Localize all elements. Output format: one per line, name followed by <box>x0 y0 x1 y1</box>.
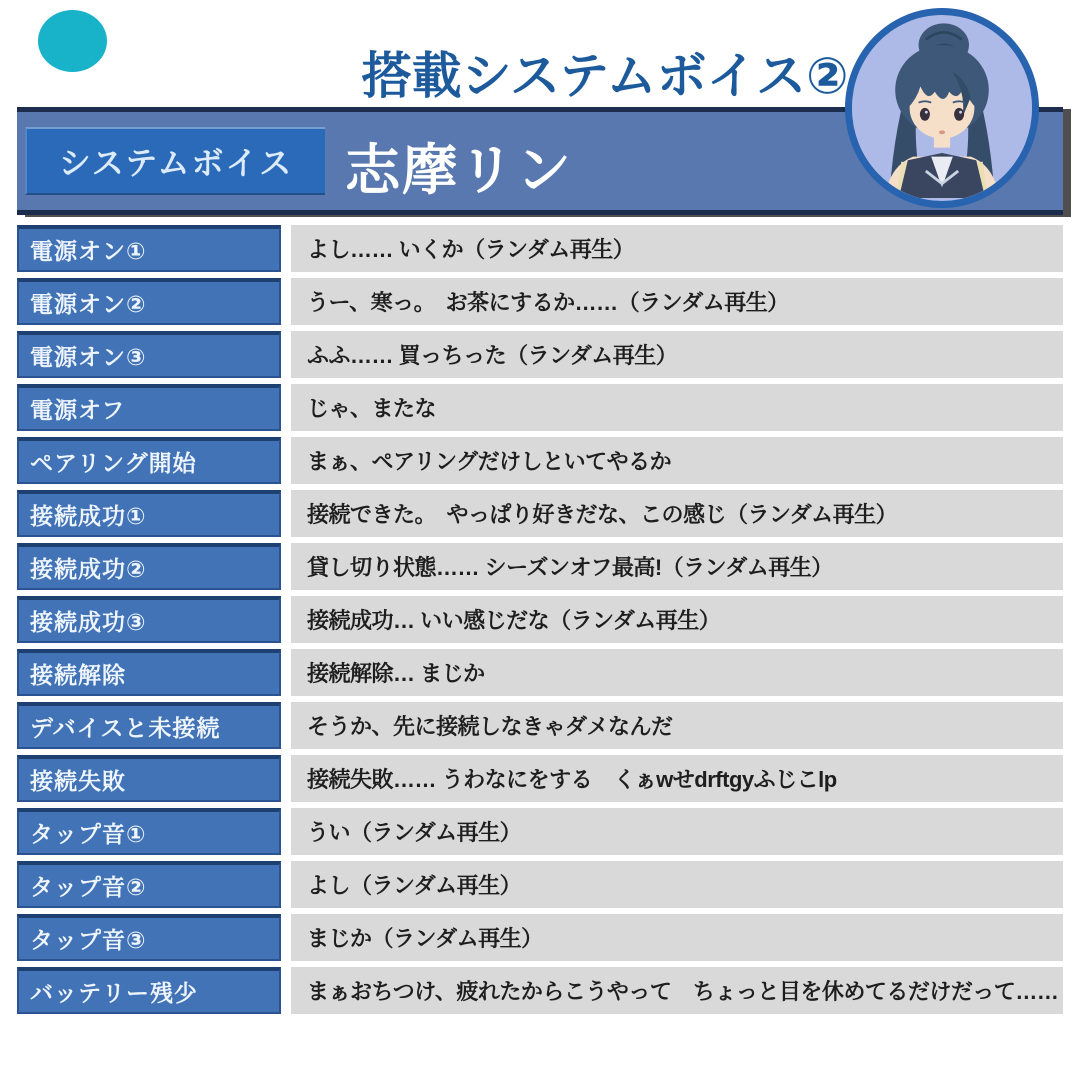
voice-trigger-label: 接続成功① <box>17 490 281 537</box>
table-row <box>17 543 1063 590</box>
voice-line-text: そうか、先に接続しなきゃダメなんだ <box>291 702 1063 749</box>
voice-trigger-label: タップ音② <box>17 861 281 908</box>
teal-dot-decoration <box>38 10 107 72</box>
table-row <box>17 702 1063 749</box>
table-row <box>17 490 1063 537</box>
category-label: システムボイス <box>58 145 294 181</box>
voice-trigger-label: デバイスと未接続 <box>17 702 281 749</box>
table-row <box>17 649 1063 696</box>
voice-trigger-label: 電源オン② <box>17 278 281 325</box>
table-row <box>17 808 1063 855</box>
table-row <box>17 225 1063 272</box>
voice-line-text: 接続失敗…… うわなにをする くぁwせdrftgyふじこlp <box>291 755 1063 802</box>
voice-trigger-label: 接続解除 <box>17 649 281 696</box>
voice-line-text: まぁおちつけ、疲れたからこうやって ちょっと目を休めてるだけだって…… <box>291 967 1063 1014</box>
table-row <box>17 861 1063 908</box>
table-row <box>17 914 1063 961</box>
voice-trigger-label: バッテリー残少 <box>17 967 281 1014</box>
character-name: 志摩リン <box>345 139 574 201</box>
voice-line-text: よし（ランダム再生） <box>291 861 1063 908</box>
voice-line-text: 接続成功… いい感じだな（ランダム再生） <box>291 596 1063 643</box>
table-row <box>17 331 1063 378</box>
table-row <box>17 596 1063 643</box>
voice-trigger-label: タップ音① <box>17 808 281 855</box>
voice-trigger-label: ペアリング開始 <box>17 437 281 484</box>
voice-trigger-label: タップ音③ <box>17 914 281 961</box>
voice-line-text: まぁ、ペアリングだけしといてやるか <box>291 437 1063 484</box>
table-row <box>17 755 1063 802</box>
voice-trigger-label: 接続成功③ <box>17 596 281 643</box>
voice-table <box>17 225 1063 1014</box>
table-row <box>17 278 1063 325</box>
voice-trigger-label: 接続失敗 <box>17 755 281 802</box>
voice-line-text: よし…… いくか（ランダム再生） <box>291 225 1063 272</box>
voice-line-text: 貸し切り状態…… シーズンオフ最高!（ランダム再生） <box>291 543 1063 590</box>
character-avatar-icon <box>845 8 1039 208</box>
category-label-box <box>25 127 325 195</box>
voice-trigger-label: 電源オフ <box>17 384 281 431</box>
voice-trigger-label: 接続成功② <box>17 543 281 590</box>
voice-line-text: ふふ…… 買っちった（ランダム再生） <box>291 331 1063 378</box>
voice-line-text: まじか（ランダム再生） <box>291 914 1063 961</box>
page-title: 搭載システムボイス② <box>361 48 849 104</box>
voice-line-text: うー、寒っ。 お茶にするか……（ランダム再生） <box>291 278 1063 325</box>
voice-line-text: 接続できた。 やっぱり好きだな、この感じ（ランダム再生） <box>291 490 1063 537</box>
voice-line-text: 接続解除… まじか <box>291 649 1063 696</box>
voice-trigger-label: 電源オン① <box>17 225 281 272</box>
voice-line-text: うい（ランダム再生） <box>291 808 1063 855</box>
table-row <box>17 967 1063 1014</box>
table-row <box>17 437 1063 484</box>
avatar-illustration <box>852 15 1032 201</box>
voice-line-text: じゃ、またな <box>291 384 1063 431</box>
voice-trigger-label: 電源オン③ <box>17 331 281 378</box>
table-row <box>17 384 1063 431</box>
